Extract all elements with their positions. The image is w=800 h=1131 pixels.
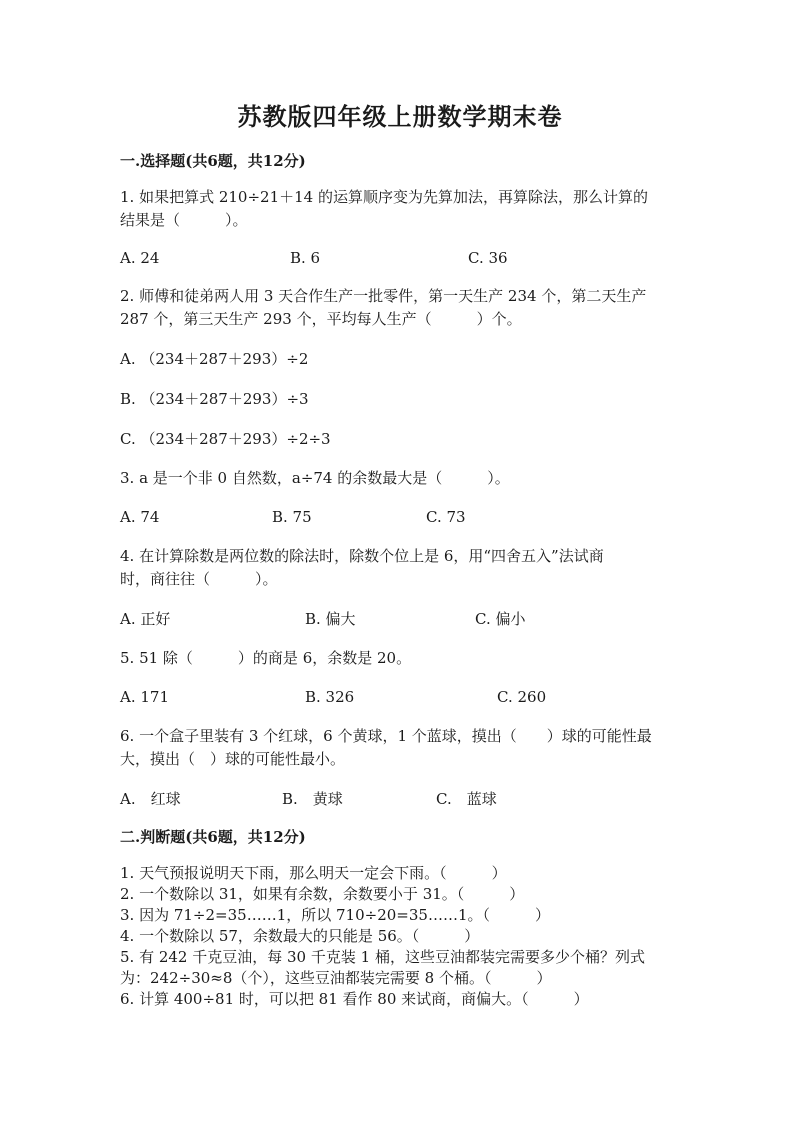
question-1-line-2: 结果是（ ）。 (120, 211, 248, 229)
question-3 (120, 467, 690, 490)
question-4-line-2: 时，商往往（ ）。 (120, 570, 278, 588)
question-4-line-1: 4. 在计算除数是两位数的除法时，除数个位上是 6，用“四舍五入”法试商 (120, 547, 604, 565)
judge-item-2: 2. 一个数除以 31，如果有余数，余数要小于 31。（ ） (120, 885, 525, 903)
question-3-options (0, 508, 800, 530)
option-a[interactable]: A. 红球 (120, 790, 181, 808)
option-b[interactable]: B. 偏大 (305, 610, 356, 628)
option-b[interactable]: B. 326 (305, 688, 355, 706)
question-6 (120, 725, 690, 771)
question-6-options (0, 788, 800, 810)
option-a[interactable]: A. 171 (120, 688, 169, 706)
option-b[interactable]: B. 75 (272, 508, 312, 526)
judge-item-6: 6. 计算 400÷81 时，可以把 81 看作 80 来试商，商偏大。（ ） (120, 990, 589, 1008)
option-c[interactable]: C. 36 (468, 249, 508, 267)
judge-item-5-line-1: 5. 有 242 千克豆油，每 30 千克装 1 桶，这些豆油都装完需要多少个桶？列式 (120, 948, 645, 966)
judge-item-4: 4. 一个数除以 57，余数最大的只能是 56。（ ） (120, 927, 480, 945)
section-heading-judge: 二.判断题(共6题，共12分) (120, 828, 306, 846)
question-2-line-1: 2. 师傅和徒弟两人用 3 天合作生产一批零件，第一天生产 234 个，第二天生产 (120, 287, 647, 305)
option-b[interactable]: B. 6 (290, 249, 321, 267)
section-heading-choice: 一.选择题(共6题，共12分) (120, 152, 306, 170)
exam-title: 苏教版四年级上册数学期末卷 (237, 102, 563, 131)
option-c[interactable]: C. 偏小 (475, 610, 526, 628)
question-2-line-2: 287 个，第三天生产 293 个，平均每人生产（ ）个。 (120, 310, 522, 328)
option-c[interactable]: C. 260 (497, 688, 547, 706)
question-4-options (0, 608, 800, 630)
question-5-line-1: 5. 51 除（ ）的商是 6，余数是 20。 (120, 649, 412, 667)
question-2-option-a[interactable]: A. （234＋287＋293）÷2 (120, 350, 309, 368)
judge-item-5-line-2: 为：242÷30≈8（个），这些豆油都装完需要 8 个桶。（ ） (120, 969, 552, 987)
question-2-option-b[interactable]: B. （234＋287＋293）÷3 (120, 390, 309, 408)
judge-item-1: 1. 天气预报说明天下雨，那么明天一定会下雨。（ ） (120, 864, 507, 882)
question-1-line-1: 1. 如果把算式 210÷21＋14 的运算顺序变为先算加法，再算除法，那么计算的 (120, 188, 648, 206)
question-1-options (0, 249, 800, 271)
question-5-options (0, 688, 800, 710)
option-a[interactable]: A. 74 (120, 508, 160, 526)
question-2-option-c[interactable]: C. （234＋287＋293）÷2÷3 (120, 430, 331, 448)
question-2 (120, 285, 690, 331)
question-4 (120, 545, 690, 591)
question-6-line-2: 大，摸出（ ）球的可能性最小。 (120, 750, 346, 768)
option-a[interactable]: A. 24 (120, 249, 160, 267)
question-1 (120, 186, 690, 232)
option-b[interactable]: B. 黄球 (282, 790, 343, 808)
option-c[interactable]: C. 73 (426, 508, 466, 526)
question-3-line-1: 3. a 是一个非 0 自然数，a÷74 的余数最大是（ ）。 (120, 469, 510, 487)
option-c[interactable]: C. 蓝球 (436, 790, 497, 808)
option-a[interactable]: A. 正好 (120, 610, 171, 628)
question-5 (120, 647, 690, 670)
question-6-line-1: 6. 一个盒子里装有 3 个红球，6 个黄球，1 个蓝球，摸出（ ）球的可能性最 (120, 727, 652, 745)
judge-list (120, 863, 690, 1010)
judge-item-3: 3. 因为 71÷2=35……1，所以 710÷20=35……1。（ ） (120, 906, 550, 924)
